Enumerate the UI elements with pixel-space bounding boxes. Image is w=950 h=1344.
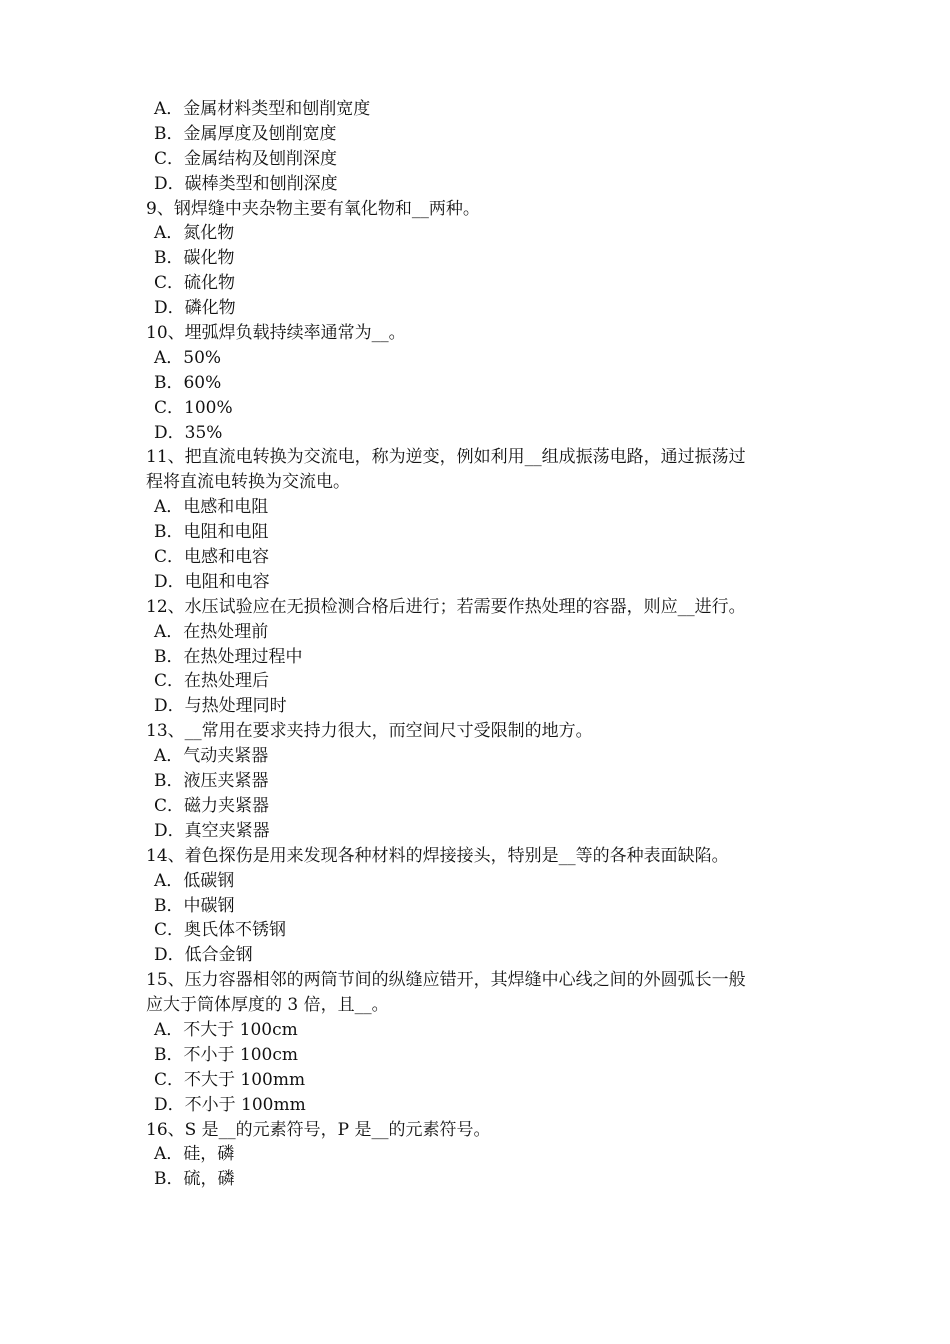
answer-option: D．低合金钢 <box>154 945 253 966</box>
question-text: 15、压力容器相邻的两筒节间的纵缝应错开，其焊缝中心线之间的外圆弧长一般 <box>146 970 746 991</box>
answer-option: D．真空夹紧器 <box>154 820 270 841</box>
answer-option: A．硅，磷 <box>154 1144 235 1165</box>
answer-option: C．硫化物 <box>154 273 236 294</box>
question-text: 14、着色探伤是用来发现各种材料的焊接接头，特别是__等的各种表面缺陷。 <box>146 845 729 866</box>
answer-option: C．金属结构及刨削深度 <box>154 148 338 169</box>
answer-option: C．不大于 100mm <box>154 1069 306 1090</box>
answer-option: C．奥氏体不锈钢 <box>154 920 287 941</box>
answer-option: B．60% <box>154 372 222 393</box>
answer-option: A．低碳钢 <box>154 870 235 891</box>
answer-option: C．100% <box>154 397 233 418</box>
answer-option: B．电阻和电阻 <box>154 522 269 543</box>
answer-option: B．金属厚度及刨削宽度 <box>154 123 337 144</box>
answer-option: B．液压夹紧器 <box>154 771 269 792</box>
question-text: 应大于筒体厚度的 3 倍，且__。 <box>146 995 389 1016</box>
document-page <box>146 97 816 1192</box>
answer-option: A．电感和电阻 <box>154 497 269 518</box>
question-text: 11、把直流电转换为交流电，称为逆变，例如利用__组成振荡电路，通过振荡过 <box>146 447 746 468</box>
answer-option: D．35% <box>154 422 223 443</box>
question-text: 10、埋弧焊负载持续率通常为__。 <box>146 323 406 344</box>
question-text: 9、钢焊缝中夹杂物主要有氧化物和__两种。 <box>146 198 480 219</box>
answer-option: B．硫，磷 <box>154 1169 235 1190</box>
question-text: 13、__常用在要求夹持力很大，而空间尺寸受限制的地方。 <box>146 721 593 742</box>
question-text: 16、S 是__的元素符号，P 是__的元素符号。 <box>146 1119 491 1140</box>
answer-option: A．氮化物 <box>154 223 235 244</box>
answer-option: C．在热处理后 <box>154 671 270 692</box>
answer-option: D．碳棒类型和刨削深度 <box>154 173 338 194</box>
answer-option: B．不小于 100cm <box>154 1044 298 1065</box>
answer-option: A．金属材料类型和刨削宽度 <box>154 99 371 119</box>
answer-option: D．不小于 100mm <box>154 1094 306 1115</box>
answer-option: A．不大于 100cm <box>154 1019 298 1040</box>
answer-option: A．气动夹紧器 <box>154 746 269 767</box>
answer-option: C．电感和电容 <box>154 547 270 568</box>
answer-option: B．在热处理过程中 <box>154 646 303 667</box>
answer-option: C．磁力夹紧器 <box>154 795 270 816</box>
answer-option: A．50% <box>154 347 222 368</box>
answer-option: A．在热处理前 <box>154 621 269 642</box>
question-text: 程将直流电转换为交流电。 <box>146 472 350 493</box>
question-text: 12、水压试验应在无损检测合格后进行；若需要作热处理的容器，则应__进行。 <box>146 596 746 617</box>
answer-option: D．与热处理同时 <box>154 696 287 717</box>
answer-option: B．中碳钢 <box>154 895 235 916</box>
answer-option: B．碳化物 <box>154 248 235 269</box>
answer-option: D．电阻和电容 <box>154 571 270 592</box>
answer-option: D．磷化物 <box>154 298 236 319</box>
